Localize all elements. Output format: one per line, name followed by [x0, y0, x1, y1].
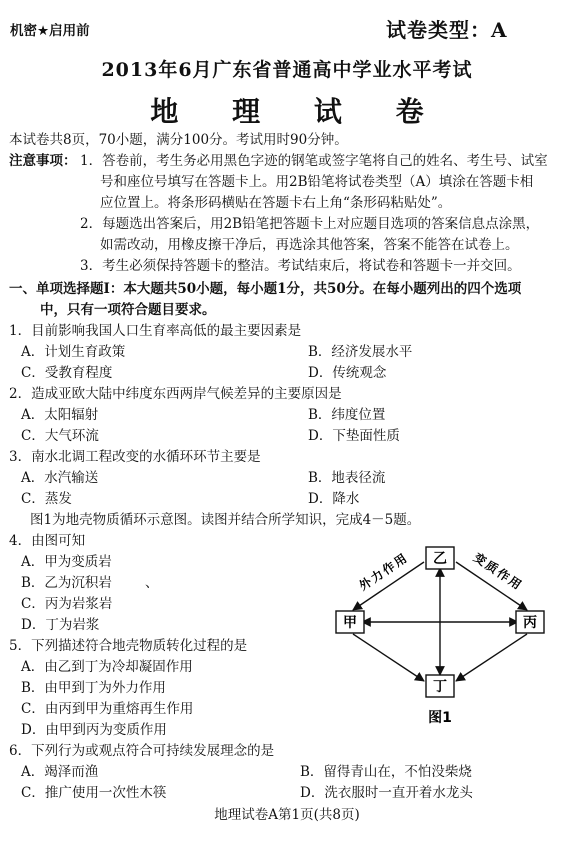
q1-option-a: A．计划生育政策 — [21, 344, 126, 360]
q5-option-d: D．由甲到丙为变质作用 — [21, 722, 167, 738]
subject-title: 地 理 试 卷 — [150, 95, 446, 128]
section1-heading-line2: 中，只有一项符合题目要求。 — [40, 302, 216, 318]
q3-option-d: D．降水 — [308, 491, 360, 507]
q2-stem: 2．造成亚欧大陆中纬度东西两岸气候差异的主要原因是 — [9, 386, 342, 402]
rock-cycle-diagram — [318, 535, 568, 730]
q2-option-a: A．太阳辐射 — [21, 407, 99, 423]
notes-label: 注意事项： — [9, 153, 77, 169]
intro-text: 本试卷共8页，70小题，满分100分。考试用时90分钟。 — [9, 132, 348, 148]
section1-heading-line1: 一、单项选择题Ⅰ：本大题共50小题，每小题1分，共50分。在每小题列出的四个选项 — [9, 281, 522, 297]
figure-caption: 图1 — [428, 710, 452, 726]
node-bing — [516, 611, 544, 633]
q3-option-a: A．水汽输送 — [21, 470, 99, 486]
note-2-line1: 2．每题选出答案后，用2B铅笔把答题卡上对应题目选项的答案信息点涂黑， — [80, 216, 540, 232]
paper-type-label: 试卷类型：A — [386, 18, 508, 42]
q5-stem: 5．下列描述符合地壳物质转化过程的是 — [9, 638, 248, 654]
q4-stray-mark: 、 — [145, 575, 159, 591]
q1-option-b: B．经济发展水平 — [308, 344, 413, 360]
q5-option-b: B．由甲到丁为外力作用 — [21, 680, 166, 696]
q3-stem: 3．南水北调工程改变的水循环环节主要是 — [9, 449, 261, 465]
q4-option-a: A．甲为变质岩 — [21, 554, 112, 570]
q4-stem: 4．由图可知 — [9, 533, 86, 549]
q3-option-c: C．蒸发 — [21, 491, 72, 507]
node-ding — [426, 675, 454, 697]
q5-option-a: A．由乙到丁为冷却凝固作用 — [21, 659, 193, 675]
node-yi — [426, 547, 454, 569]
q6-option-c: C．推广使用一次性木筷 — [21, 785, 167, 801]
q4-option-c: C．丙为岩浆岩 — [21, 596, 113, 612]
q6-stem: 6．下列行为或观点符合可持续发展理念的是 — [9, 743, 275, 759]
q2-option-d: D．下垫面性质 — [308, 428, 400, 444]
svg-text:丙: 丙 — [523, 615, 537, 631]
q1-option-d: D．传统观念 — [308, 365, 387, 381]
figure-intro: 图1为地壳物质循环示意图。读图并结合所学知识，完成4－5题。 — [30, 512, 421, 528]
svg-text:甲: 甲 — [343, 615, 357, 631]
arrow-bing-to-ding — [456, 634, 527, 681]
note-1-line1: 1．答卷前，考生务必用黑色字迹的钢笔或签字笔将自己的姓名、考生号、试室 — [80, 153, 548, 169]
q1-stem: 1．目前影响我国人口生育率高低的最主要因素是 — [9, 323, 302, 339]
page-footer: 地理试卷A第1页(共8页) — [214, 807, 360, 823]
svg-text:丁: 丁 — [433, 679, 447, 695]
q4-option-b: B．乙为沉积岩 — [21, 575, 112, 591]
note-3-line1: 3．考生必须保持答题卡的整洁。考试结束后，将试卷和答题卡一并交回。 — [80, 258, 521, 274]
node-jia — [336, 611, 364, 633]
note-1-line2: 号和座位号填写在答题卡上。用2B铅笔将试卷类型（A）填涂在答题卡相 — [100, 174, 534, 190]
q5-option-c: C．由丙到甲为重熔再生作用 — [21, 701, 194, 717]
svg-text:乙: 乙 — [433, 551, 447, 567]
q6-option-b: B．留得青山在，不怕没柴烧 — [300, 764, 472, 780]
q6-option-a: A．竭泽而渔 — [21, 764, 99, 780]
q3-option-b: B．地表径流 — [308, 470, 386, 486]
exam-title: 2013年6月广东省普通高中学业水平考试 — [101, 59, 473, 81]
note-1-line3: 应位置上。将条形码横贴在答题卡右上角“条形码粘贴处”。 — [100, 195, 452, 211]
q6-option-d: D．洗衣服时一直开着水龙头 — [300, 785, 473, 801]
q2-option-c: C．大气环流 — [21, 428, 99, 444]
confidential-label: 机密★启用前 — [10, 23, 90, 39]
q2-option-b: B．纬度位置 — [308, 407, 386, 423]
note-2-line2: 如需改动，用橡皮擦干净后，再选涂其他答案，答案不能答在试卷上。 — [100, 237, 519, 253]
q4-option-d: D．丁为岩浆 — [21, 617, 100, 633]
label-metamorphism: 变质作用 — [471, 550, 526, 594]
q1-option-c: C．受教育程度 — [21, 365, 113, 381]
arrow-jia-to-ding — [353, 634, 424, 681]
label-external-force: 外力作用 — [356, 550, 411, 594]
